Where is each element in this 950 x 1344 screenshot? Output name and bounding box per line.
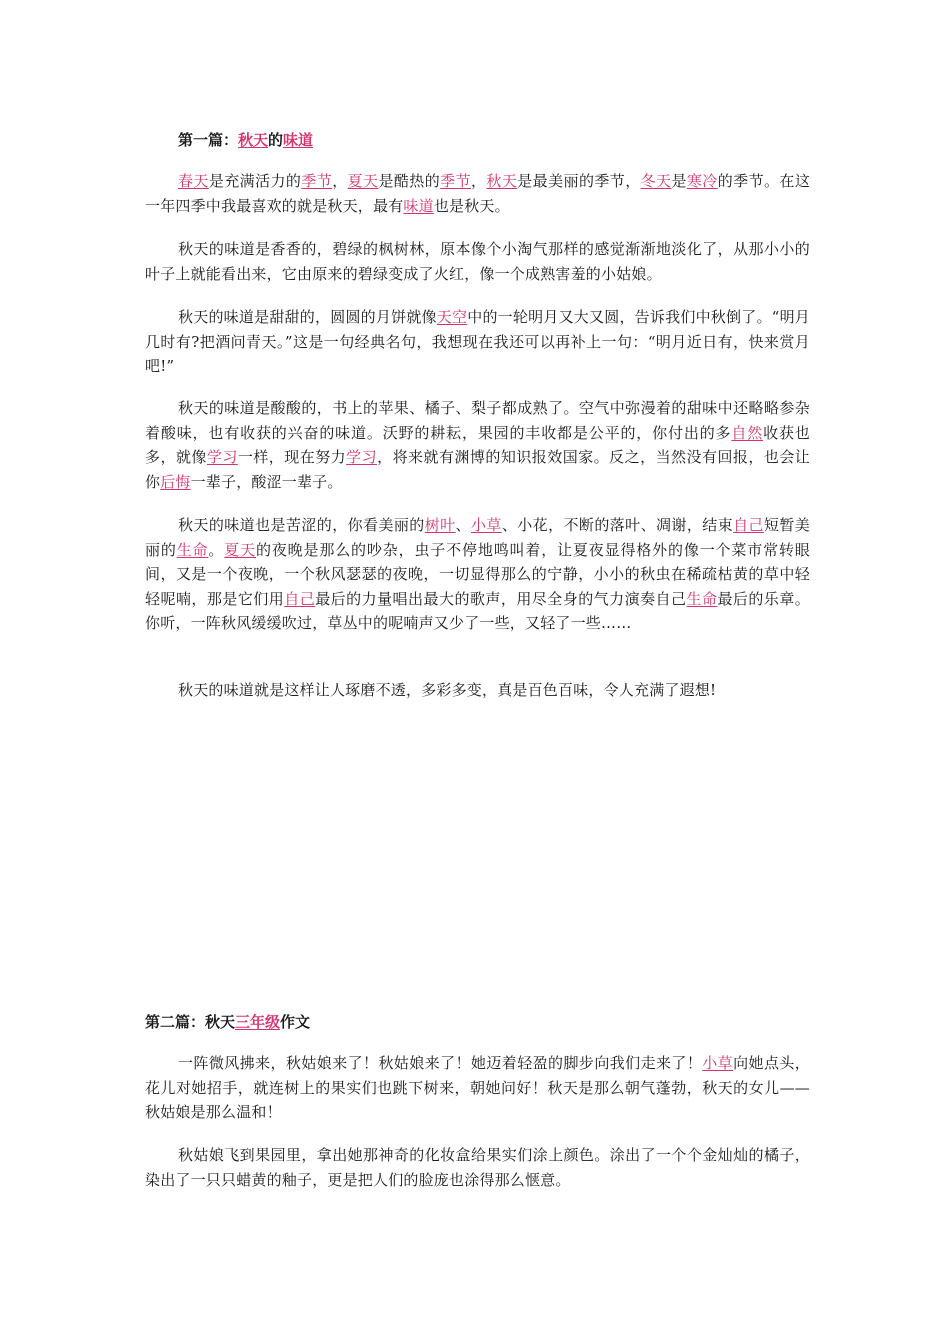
keyword-link[interactable]: 夏天 (347, 172, 379, 190)
paragraph-text: 、 (455, 516, 471, 534)
article2-title-suffix: 作文 (280, 1013, 311, 1031)
paragraph-text: 。 (208, 540, 225, 559)
article2-paragraph-1 (145, 1051, 810, 1125)
paragraph-text: 最后的力量唱出最大的歌声，用尽全身的气力演奏自己 (315, 589, 687, 608)
paragraph-text: 是最美丽的季节， (517, 172, 641, 190)
article2-title-prefix: 第二篇：秋天 (145, 1013, 236, 1031)
paragraph-text: 的夜晚是那么的吵杂，虫子不停地鸣叫着，让夏夜显得格外的像一个菜市常转眼间，又是一个夜晚，一个秋风瑟瑟的夜晚，一切显得那么的宁静，小小的秋虫在稀疏枯黄的草中轻轻呢喃，那是它们用 (145, 540, 810, 608)
keyword-link[interactable]: 小草 (702, 1054, 734, 1072)
keyword-link[interactable]: 季节 (440, 172, 471, 190)
paragraph-text: ，将来就有渊博的知识报效国家。反之，当然没有回报，也会让你 (145, 448, 810, 491)
paragraph-text: 一阵微风拂来，秋姑娘来了！秋姑娘来了！她迈着轻盈的脚步向我们走来了！ (178, 1054, 703, 1072)
paragraph-text: 秋天的味道是酸酸的，书上的苹果、橘子、梨子都成熟了。空气中弥漫着的甜味中还略略参杂着酸味，也有收获的兴奋的味道。沃野的耕耘，果园的丰收都是公平的，你付出的多 (145, 399, 810, 442)
article2-title (145, 1010, 810, 1034)
keyword-link[interactable]: 味道 (403, 196, 434, 215)
paragraph-text: 秋天的味道就是这样让人琢磨不透，多彩多变，真是百色百味，令人充满了遐想! (178, 681, 717, 699)
keyword-link[interactable]: 季节 (301, 172, 333, 190)
article1-paragraph-3 (145, 305, 810, 379)
paragraph-text: 是 (671, 172, 687, 190)
keyword-link[interactable]: 寒冷 (686, 172, 718, 190)
keyword-link[interactable]: 学习 (206, 448, 238, 466)
paragraph-text: 收获也多，就像 (145, 423, 810, 466)
paragraph-text: ， (332, 172, 348, 190)
keyword-link[interactable]: 味道 (283, 131, 314, 149)
paragraph-text: 的季节。在这一年四季中我最喜欢的就是秋天，最有 (145, 172, 811, 215)
paragraph-text: ， (471, 172, 487, 190)
paragraph-text: 秋姑娘飞到果园里，拿出她那神奇的化妆盒给果实们涂上颜色。涂出了一个个金灿灿的橘子，染出了一只只蜡黄的釉子，更是把人们的脸庞也涂得那么惬意。 (145, 1146, 810, 1189)
keyword-link[interactable]: 三年级 (235, 1013, 281, 1031)
article1-paragraph-2 (145, 237, 810, 286)
keyword-link[interactable]: 秋天 (238, 131, 269, 149)
paragraph-text: 也是秋天。 (433, 196, 510, 215)
paragraph-text: 秋天的味道也是苦涩的，你看美丽的 (178, 516, 425, 534)
paragraph-text: 秋天的味道是香香的，碧绿的枫树林，原本像个小淘气那样的感觉渐渐地淡化了，从那小小的叶子上就能看出来，它由原来的碧绿变成了火红，像一个成熟害羞的小姑娘。 (145, 240, 810, 283)
paragraph-text: 是充满活力的 (208, 172, 302, 190)
article1-title-prefix: 第一篇： (178, 131, 239, 149)
paragraph-text: 是酷热的 (378, 172, 441, 190)
keyword-link[interactable]: 生命 (176, 540, 209, 559)
keyword-link[interactable]: 夏天 (224, 540, 256, 559)
paragraph-text: 秋天的味道是甜甜的，圆圆的月饼就像 (178, 308, 437, 326)
paragraph-text: 最后的乐章。你听，一阵秋风缓缓吹过，草丛中的呢喃声又少了一些，又轻了一些…… (145, 589, 811, 632)
keyword-link[interactable]: 小草 (470, 516, 502, 534)
paragraph-text: 中的一轮明月又大又圆，告诉我们中秋倒了。“明月几时有?把酒问青天。”这是一句经典名句，我想现在我还可以再补上一句：“明月近日有，快来赏月吧!” (145, 308, 810, 375)
paragraph-text: 一样，现在努力 (237, 448, 347, 466)
keyword-link[interactable]: 后悔 (160, 472, 191, 491)
article1-paragraph-5 (145, 513, 810, 636)
keyword-link[interactable]: 秋天 (486, 172, 518, 190)
keyword-link[interactable]: 自己 (733, 516, 764, 534)
article1-paragraph-1 (145, 169, 810, 218)
paragraph-text: 向她点头，花儿对她招手，就连树上的果实们也跳下树来，朝她问好！秋天是那么朝气蓬勃，秋天的女儿——秋姑娘是那么温和！ (145, 1054, 810, 1121)
keyword-link[interactable]: 自己 (284, 589, 316, 608)
article1-title-mid: 的 (268, 131, 284, 149)
keyword-link[interactable]: 生命 (686, 589, 718, 608)
keyword-link[interactable]: 树叶 (424, 516, 456, 534)
keyword-link[interactable]: 天空 (436, 308, 468, 326)
keyword-link[interactable]: 自然 (731, 423, 764, 442)
keyword-link[interactable]: 学习 (346, 448, 378, 466)
article1-title (178, 128, 843, 152)
keyword-link[interactable]: 春天 (178, 172, 209, 190)
article1-paragraph-6 (145, 678, 810, 703)
article2-paragraph-2 (145, 1143, 810, 1192)
article1-paragraph-4 (145, 396, 810, 494)
paragraph-text: 、小花，不断的落叶、凋谢，结束 (501, 516, 734, 534)
paragraph-text: 短暂美丽的 (145, 516, 810, 559)
paragraph-text: 一辈子，酸涩一辈子。 (190, 472, 343, 491)
keyword-link[interactable]: 冬天 (640, 172, 672, 190)
